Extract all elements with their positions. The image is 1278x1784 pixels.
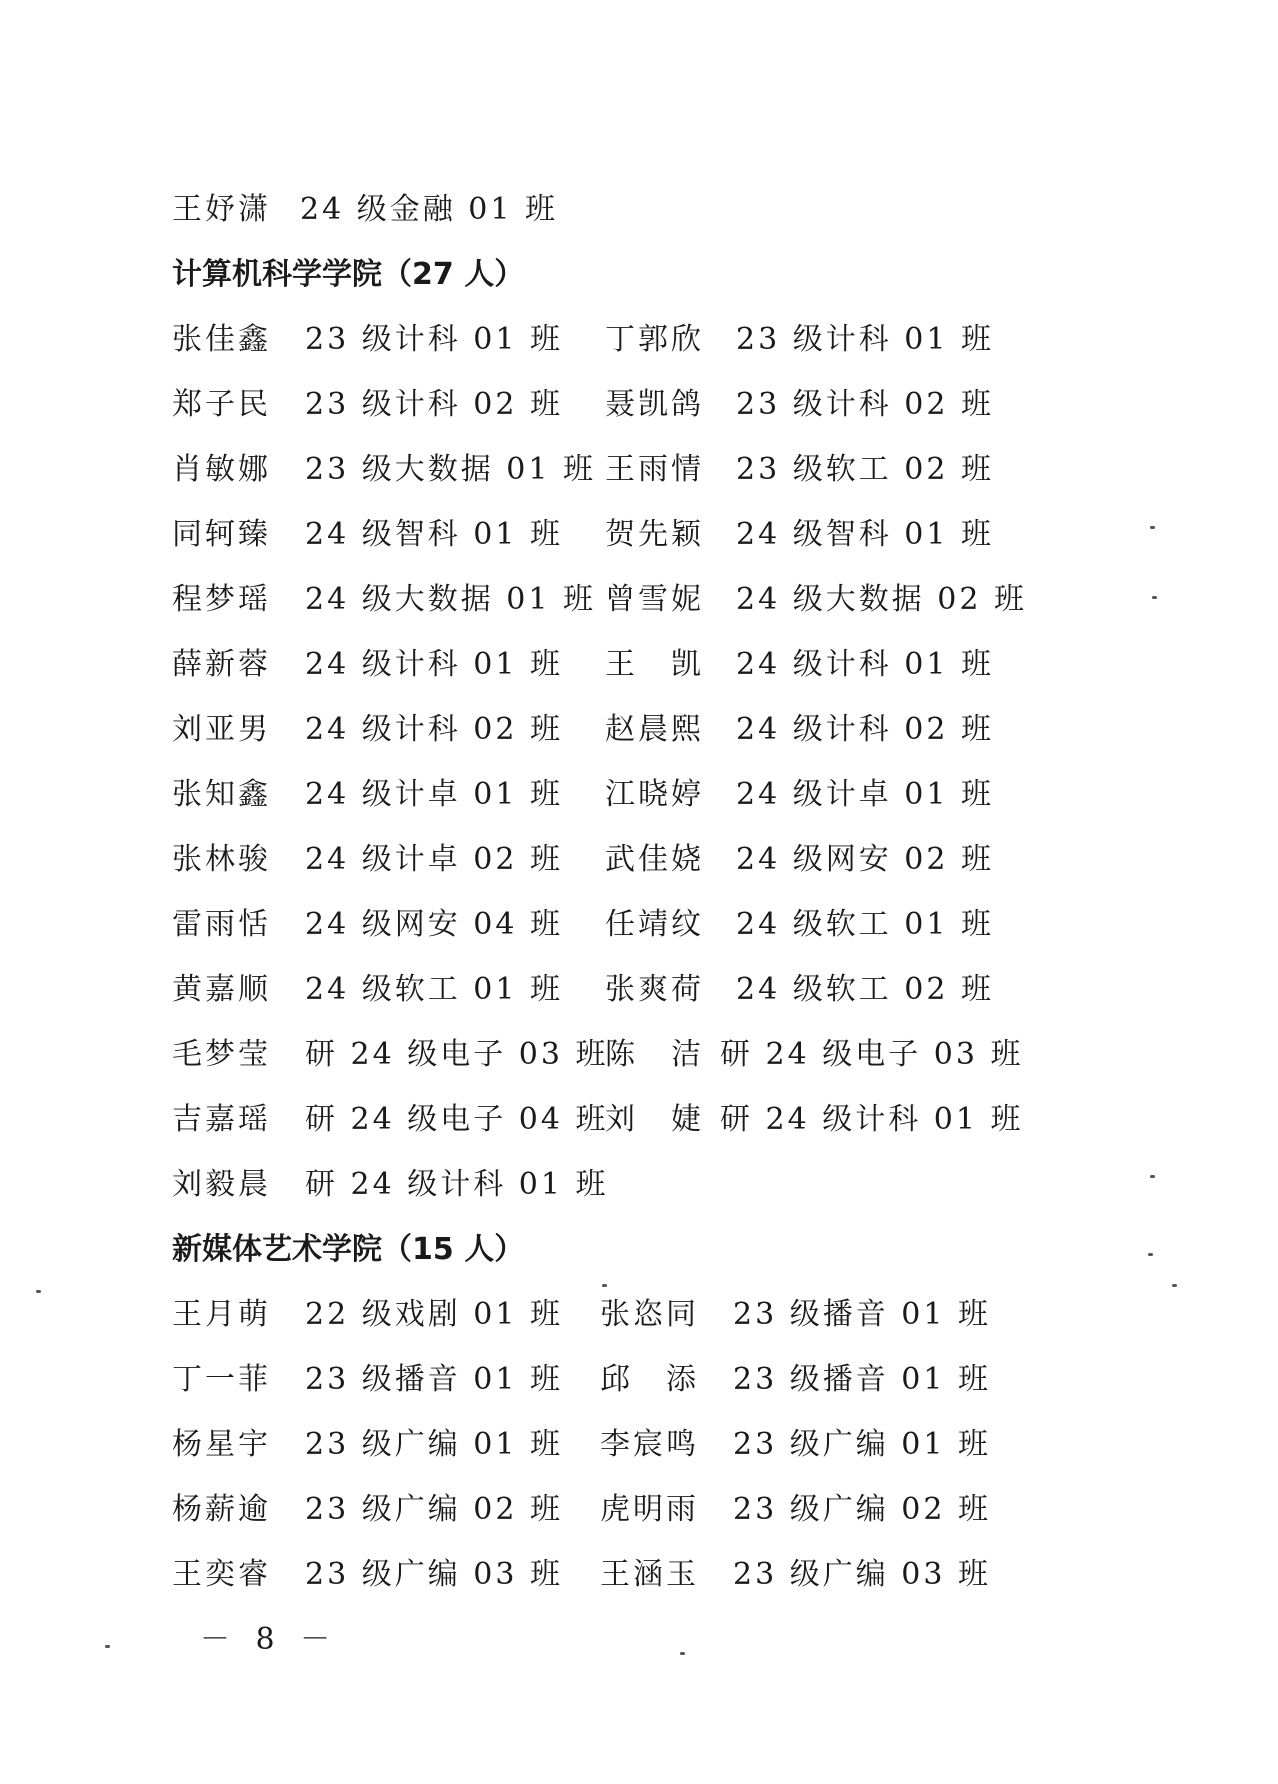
scan-speck [602, 1284, 607, 1287]
student-name: 刘亚男 [172, 712, 271, 747]
student-class: 研 24 级计科 01 班 [305, 1167, 609, 1202]
student-class: 24 级计卓 02 班 [305, 842, 563, 877]
scan-speck [1150, 526, 1155, 529]
student-class: 24 级智科 01 班 [736, 517, 994, 552]
student-name: 肖敏娜 [172, 452, 271, 487]
student-class: 23 级广编 03 班 [305, 1557, 563, 1592]
student-name: 任靖纹 [605, 907, 704, 942]
page-number: － 8 － [200, 1622, 339, 1657]
student-name: 丁一菲 [172, 1362, 271, 1397]
scan-speck [680, 1652, 685, 1655]
student-name: 吉嘉瑶 [172, 1102, 271, 1137]
student-class: 24 级软工 02 班 [736, 972, 994, 1007]
student-name: 刘 婕 [605, 1102, 704, 1137]
student-class: 23 级计科 02 班 [736, 387, 994, 422]
student-name: 江晓婷 [605, 777, 704, 812]
student-name: 黄嘉顺 [172, 972, 271, 1007]
student-name: 张知鑫 [172, 777, 271, 812]
student-name: 丁郭欣 [605, 322, 704, 357]
student-name: 邱 添 [600, 1362, 699, 1397]
student-class: 24 级计卓 01 班 [305, 777, 563, 812]
student-class: 24 级软工 01 班 [305, 972, 563, 1007]
student-class: 23 级计科 01 班 [736, 322, 994, 357]
scan-speck [105, 1645, 110, 1648]
student-class: 23 级播音 01 班 [733, 1362, 991, 1397]
student-class: 22 级戏剧 01 班 [305, 1297, 563, 1332]
student-class: 24 级计卓 01 班 [736, 777, 994, 812]
student-name: 虎明雨 [600, 1492, 699, 1527]
student-class: 研 24 级电子 03 班 [305, 1037, 609, 1072]
student-class: 24 级计科 02 班 [305, 712, 563, 747]
student-class: 24 级计科 02 班 [736, 712, 994, 747]
student-class: 24 级软工 01 班 [736, 907, 994, 942]
student-class: 研 24 级电子 03 班 [720, 1037, 1024, 1072]
student-class: 24 级计科 01 班 [305, 647, 563, 682]
student-name: 武佳娆 [605, 842, 704, 877]
student-class: 研 24 级计科 01 班 [720, 1102, 1024, 1137]
scan-speck [1172, 1284, 1177, 1287]
student-name: 李宸鸣 [600, 1427, 699, 1462]
student-name: 刘毅晨 [172, 1167, 271, 1202]
student-name: 王妤潇 [172, 192, 271, 227]
student-class: 24 级大数据 02 班 [736, 582, 1027, 617]
student-name: 杨薪逾 [172, 1492, 271, 1527]
student-name: 郑子民 [172, 387, 271, 422]
student-name: 陈 洁 [605, 1037, 704, 1072]
student-name: 毛梦莹 [172, 1037, 271, 1072]
student-name: 张恣同 [600, 1297, 699, 1332]
student-name: 张佳鑫 [172, 322, 271, 357]
student-name: 王月萌 [172, 1297, 271, 1332]
student-name: 张爽荷 [605, 972, 704, 1007]
student-name: 程梦瑶 [172, 582, 271, 617]
student-name: 同轲臻 [172, 517, 271, 552]
student-class: 研 24 级电子 04 班 [305, 1102, 609, 1137]
student-class: 23 级广编 01 班 [733, 1427, 991, 1462]
student-class: 23 级播音 01 班 [305, 1362, 563, 1397]
student-name: 薛新蓉 [172, 647, 271, 682]
student-class: 23 级软工 02 班 [736, 452, 994, 487]
student-class: 23 级计科 01 班 [305, 322, 563, 357]
student-class: 23 级广编 02 班 [305, 1492, 563, 1527]
student-class: 23 级广编 01 班 [305, 1427, 563, 1462]
student-name: 赵晨熙 [605, 712, 704, 747]
student-class: 24 级网安 02 班 [736, 842, 994, 877]
student-name: 雷雨恬 [172, 907, 271, 942]
student-name: 王 凯 [605, 647, 704, 682]
student-name: 王涵玉 [600, 1557, 699, 1592]
section-heading: 计算机科学学院（27 人） [172, 257, 525, 292]
section-heading: 新媒体艺术学院（15 人） [172, 1232, 525, 1267]
student-name: 聂凯鸽 [605, 387, 704, 422]
student-name: 王奕睿 [172, 1557, 271, 1592]
student-class: 23 级播音 01 班 [733, 1297, 991, 1332]
student-class: 24 级网安 04 班 [305, 907, 563, 942]
scan-speck [1152, 596, 1157, 599]
student-name: 曾雪妮 [605, 582, 704, 617]
student-class: 23 级广编 03 班 [733, 1557, 991, 1592]
student-name: 杨星宇 [172, 1427, 271, 1462]
scan-speck [36, 1290, 41, 1293]
student-class: 23 级广编 02 班 [733, 1492, 991, 1527]
student-name: 张林骏 [172, 842, 271, 877]
student-class: 24 级金融 01 班 [300, 192, 558, 227]
student-class: 23 级大数据 01 班 [305, 452, 596, 487]
scan-speck [1148, 1253, 1153, 1256]
student-class: 23 级计科 02 班 [305, 387, 563, 422]
student-class: 24 级大数据 01 班 [305, 582, 596, 617]
student-class: 24 级计科 01 班 [736, 647, 994, 682]
student-name: 贺先颖 [605, 517, 704, 552]
student-class: 24 级智科 01 班 [305, 517, 563, 552]
student-name: 王雨情 [605, 452, 704, 487]
scan-speck [1150, 1175, 1155, 1178]
